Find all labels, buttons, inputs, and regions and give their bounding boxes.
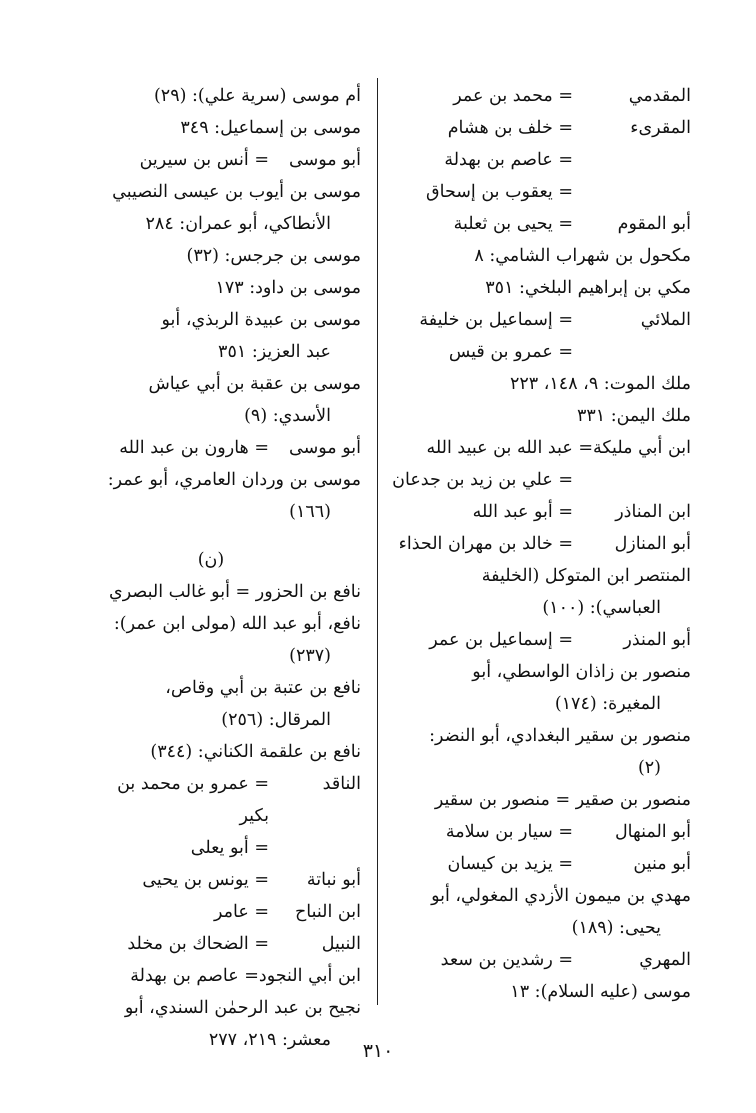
index-entry: [61, 800, 361, 832]
index-entry-continuation: المغيرة: (١٧٤): [554, 694, 661, 714]
index-entry-continuation: المرقال: (٢٥٦): [221, 710, 331, 730]
entry-reference: = محمد بن عمر: [453, 86, 573, 106]
entry-reference: = خالد بن مهران الحذاء: [398, 534, 573, 554]
index-entry: [61, 928, 361, 960]
index-entry: [61, 864, 361, 896]
index-entry: [61, 896, 361, 928]
entry-reference: = علي بن زيد بن جدعان: [392, 470, 573, 490]
entry-term: أبو موسى: [289, 150, 361, 170]
index-entry: [389, 496, 691, 528]
index-entry-continuation: العباسي): (١٠٠): [542, 598, 661, 618]
entry-reference: = خلف بن هشام: [447, 118, 573, 138]
index-entry: منصور بن سقير البغدادي، أبو النضر:: [429, 726, 691, 746]
index-entry-continuation: يحيى: (١٨٩): [571, 918, 661, 938]
index-entry: نافع بن الحزور = أبو غالب البصري: [109, 582, 361, 602]
index-entry: [389, 176, 691, 208]
index-entry: ابن أبي مليكة= عبد الله بن عبيد الله: [426, 438, 691, 458]
index-entry: مهدي بن ميمون الأزدي المغولي، أبو: [431, 886, 691, 906]
index-entry: ابن أبي النجود= عاصم بن بهدلة: [130, 966, 361, 986]
entry-term: ابن المناذر: [615, 502, 691, 522]
index-entry: موسى بن أيوب بن عيسى النصيبي: [112, 182, 361, 202]
entry-term: أبو نباتة: [306, 870, 361, 890]
index-entry: موسى بن داود: ١٧٣: [215, 278, 361, 298]
index-entry: موسى بن إسماعيل: ٣٤٩: [180, 118, 361, 138]
index-entry: مكي بن إبراهيم البلخي: ٣٥١: [485, 278, 691, 298]
index-entry: موسى (عليه السلام): ١٣: [510, 982, 691, 1002]
entry-term: أبو منين: [633, 854, 691, 874]
index-entry: المنتصر ابن المتوكل (الخليفة: [481, 566, 691, 586]
index-entry-continuation: الأسدي: (٩): [244, 406, 331, 426]
entry-reference: = رشدين بن سعد: [440, 950, 573, 970]
index-entry: نافع بن علقمة الكناني: (٣٤٤): [150, 742, 361, 762]
index-entry: [389, 144, 691, 176]
entry-reference: = يعقوب بن إسحاق: [426, 182, 573, 202]
index-entry: [61, 144, 361, 176]
entry-reference: = هارون بن عبد الله: [119, 438, 269, 458]
entry-term: أبو المنازل: [614, 534, 691, 554]
index-column-right: [389, 80, 691, 1008]
index-entry: ملك اليمن: ٣٣١: [576, 406, 691, 426]
index-entry: [61, 768, 361, 800]
index-entry: نافع، أبو عبد الله (مولى ابن عمر):: [113, 614, 361, 634]
column-divider: [377, 78, 378, 1005]
index-entry: مكحول بن شهراب الشامي: ٨: [474, 246, 691, 266]
index-entry-continuation: الأنطاكي، أبو عمران: ٢٨٤: [145, 214, 331, 234]
entry-term: الملائي: [640, 310, 691, 330]
entry-reference: = أبو عبد الله: [472, 502, 573, 522]
index-entry: منصور بن صقير = منصور بن سقير: [434, 790, 691, 810]
entry-reference: = سيار بن سلامة: [445, 822, 573, 842]
index-entry: [389, 816, 691, 848]
entry-term: المقرىء: [630, 118, 691, 138]
index-entry: نجيح بن عبد الرحمٰن السندي، أبو: [124, 998, 361, 1018]
index-entry: موسى بن وردان العامري، أبو عمر:: [107, 470, 361, 490]
section-heading: (ن): [197, 550, 225, 570]
entry-reference: = يونس بن يحيى: [142, 870, 269, 890]
index-entry: [389, 208, 691, 240]
index-entry: [389, 944, 691, 976]
entry-reference: بكير: [239, 806, 269, 826]
entry-term: أبو المقوم: [617, 214, 691, 234]
entry-term: أبو المنذر: [623, 630, 691, 650]
entry-reference: = إسماعيل بن خليفة: [419, 310, 573, 330]
index-entry: [389, 848, 691, 880]
index-entry: أم موسى (سرية علي): (٢٩): [153, 86, 361, 106]
index-entry-continuation: (١٦٦): [289, 502, 331, 522]
index-entry: [61, 832, 361, 864]
index-column-left: [61, 80, 361, 1056]
index-entry: [389, 304, 691, 336]
entry-term: ابن النباح: [294, 902, 361, 922]
entry-term: الناقد: [322, 774, 361, 794]
index-entry: ملك الموت: ٩، ١٤٨، ٢٢٣: [509, 374, 691, 394]
index-entry: موسى بن جرجس: (٣٢): [186, 246, 361, 266]
entry-reference: = عاصم بن بهدلة: [444, 150, 573, 170]
index-entry: [389, 336, 691, 368]
entry-reference: = الضحاك بن مخلد: [127, 934, 269, 954]
entry-term: النبيل: [321, 934, 361, 954]
index-entry: [389, 624, 691, 656]
index-entry-continuation: (٢٣٧): [289, 646, 331, 666]
entry-reference: = إسماعيل بن عمر: [429, 630, 573, 650]
index-entry: [389, 464, 691, 496]
entry-term: المقدمي: [628, 86, 691, 106]
entry-reference: = يزيد بن كيسان: [447, 854, 573, 874]
index-entry: [61, 432, 361, 464]
entry-reference: = عمرو بن محمد بن: [117, 774, 269, 794]
index-entry: [389, 528, 691, 560]
index-entry-continuation: (٢): [637, 758, 661, 778]
index-entry: [389, 80, 691, 112]
page-number: ٣١٠: [362, 1040, 394, 1062]
entry-reference: = عمرو بن قيس: [448, 342, 573, 362]
entry-reference: = أنس بن سيرين: [139, 150, 269, 170]
entry-reference: = عامر: [213, 902, 269, 922]
index-entry: موسى بن عقبة بن أبي عياش: [148, 374, 361, 394]
entry-term: أبو موسى: [289, 438, 361, 458]
index-entry: [389, 112, 691, 144]
entry-term: أبو المنهال: [614, 822, 691, 842]
index-entry: منصور بن زاذان الواسطي، أبو: [472, 662, 691, 682]
index-entry-continuation: عبد العزيز: ٣٥١: [218, 342, 331, 362]
index-entry-continuation: معشر: ٢١٩، ٢٧٧: [208, 1030, 331, 1050]
entry-term: المهري: [639, 950, 691, 970]
index-entry: نافع بن عتبة بن أبي وقاص،: [165, 678, 361, 698]
entry-reference: = أبو يعلى: [190, 838, 269, 858]
section-gap: [61, 528, 361, 544]
index-entry: موسى بن عبيدة الربذي، أبو: [161, 310, 361, 330]
entry-reference: = يحيى بن ثعلبة: [453, 214, 573, 234]
